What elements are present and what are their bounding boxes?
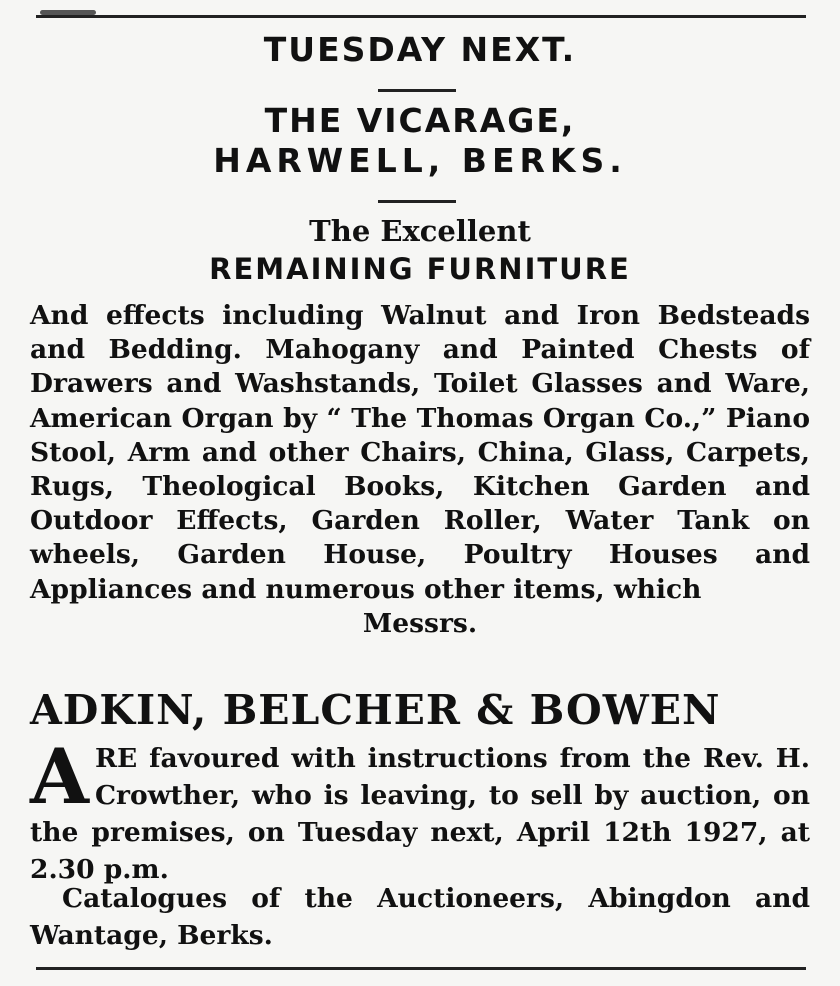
divider-rule: [378, 200, 456, 203]
description-text: And effects including Walnut and Iron Bedsteads and Bedding. Mahogany and Painted Chests of Drawers and Washstands, Toilet Glasses and Ware, American Organ by “ The Thomas Organ Co.,” Piano Stool, Arm and other Chairs, China, Glass, Carpets, Rugs, Theological Books, Kitchen Garden and Outdoor Effects, Garden Roller, Water Tank on wheels, Garden House, Poultry Houses and Appliances and numerous other items, which: [30, 300, 810, 605]
bottom-rule: [36, 967, 806, 970]
top-rule: [36, 15, 806, 18]
intro-line: The Excellent: [309, 214, 531, 248]
item-description: [30, 299, 810, 641]
instructions-text: RE favoured with instructions from the Rev. H. Crowther, who is leaving, to sell by auction, on the premises, on Tuesday next, April 12th 1927, at 2.30 p.m.: [30, 743, 810, 885]
instructions-paragraph: [30, 732, 810, 888]
heading-day: TUESDAY NEXT.: [263, 30, 577, 69]
messrs-line: Messrs.: [362, 607, 478, 639]
drop-cap: A: [30, 732, 89, 821]
location-line-2: HARWELL, BERKS.: [213, 141, 627, 180]
auctioneer-name: ADKIN, BELCHER & BOWEN: [30, 686, 721, 734]
divider-rule: [378, 89, 456, 92]
top-rule-mark: [40, 10, 96, 15]
subject-heading: REMAINING FURNITURE: [209, 252, 631, 286]
location-line-1: THE VICARAGE,: [264, 101, 576, 140]
catalogues-paragraph: Catalogues of the Auctioneers, Abingdon and Wantage, Berks.: [30, 883, 810, 951]
